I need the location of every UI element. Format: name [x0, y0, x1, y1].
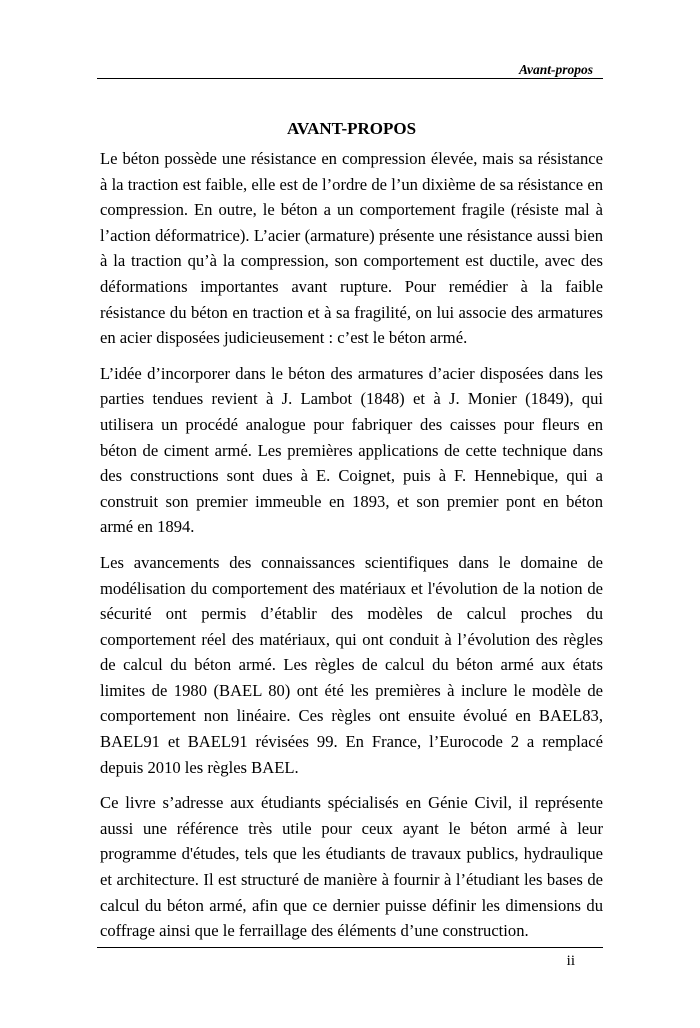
running-header-title: Avant-propos	[518, 62, 593, 77]
page-title: AVANT-PROPOS	[286, 119, 417, 138]
paragraph-audience: Ce livre s’adresse aux étudiants spécialisés en Génie Civil, il représente aussi une référence très utile pour ceux ayant le béton armé à leur programme d'études, tels que les étudiants de travaux publics, hydraulique et architecture. Il est structuré de manière à fournir à l’étudiant les bases de calcul du béton armé, afin que ce dernier puisse définir les dimensions du coffrage ainsi que le ferraillage des éléments d’une construction.	[100, 793, 603, 941]
page-footer	[97, 947, 603, 969]
page-header	[97, 58, 603, 79]
page-content	[100, 118, 603, 954]
paragraph-intro: Le béton possède une résistance en compression élevée, mais sa résistance à la traction est faible, elle est de l’ordre de l’un dixième de sa résistance en compression. En outre, le béton a un comportement fragile (résiste mal à l’action déformatrice). L’acier (armature) présente une résistance aussi bien à la traction qu’à la compression, son comportement est ductile, avec des déformations importantes avant rupture. Pour remédier à la faible résistance du béton en traction et à sa fragilité, on lui associe des armatures en acier disposées judicieusement : c’est le béton armé.	[100, 149, 603, 348]
page-number: ii	[566, 953, 575, 969]
paragraph-history: L’idée d’incorporer dans le béton des armatures d’acier disposées dans les parties tendues revient à J. Lambot (1848) et à J. Monier (1849), qui utilisera un procédé analogue pour fabriquer des caisses pour fleurs en béton de ciment armé. Les premières applications de cette technique dans des constructions sont dues à E. Coignet, puis à F. Hennebique, qui a construit son premier immeuble en 1893, et son premier pont en béton armé en 1894.	[100, 363, 603, 537]
paragraph-regulations: Les avancements des connaissances scientifiques dans le domaine de modélisation du comportement des matériaux et l'évolution de la notion de sécurité ont permis d’établir des modèles de calcul proches du comportement réel des matériaux, qui ont conduit à l’évolution des règles de calcul du béton armé. Les règles de calcul du béton armé aux états limites de 1980 (BAEL 80) ont été les premières à inclure le modèle de comportement non linéaire. Ces règles ont ensuite évolué en BAEL83, BAEL91 et BAEL91 révisées 99. En France, l’Eurocode 2 a remplacé depuis 2010 les règles BAEL.	[100, 552, 603, 777]
